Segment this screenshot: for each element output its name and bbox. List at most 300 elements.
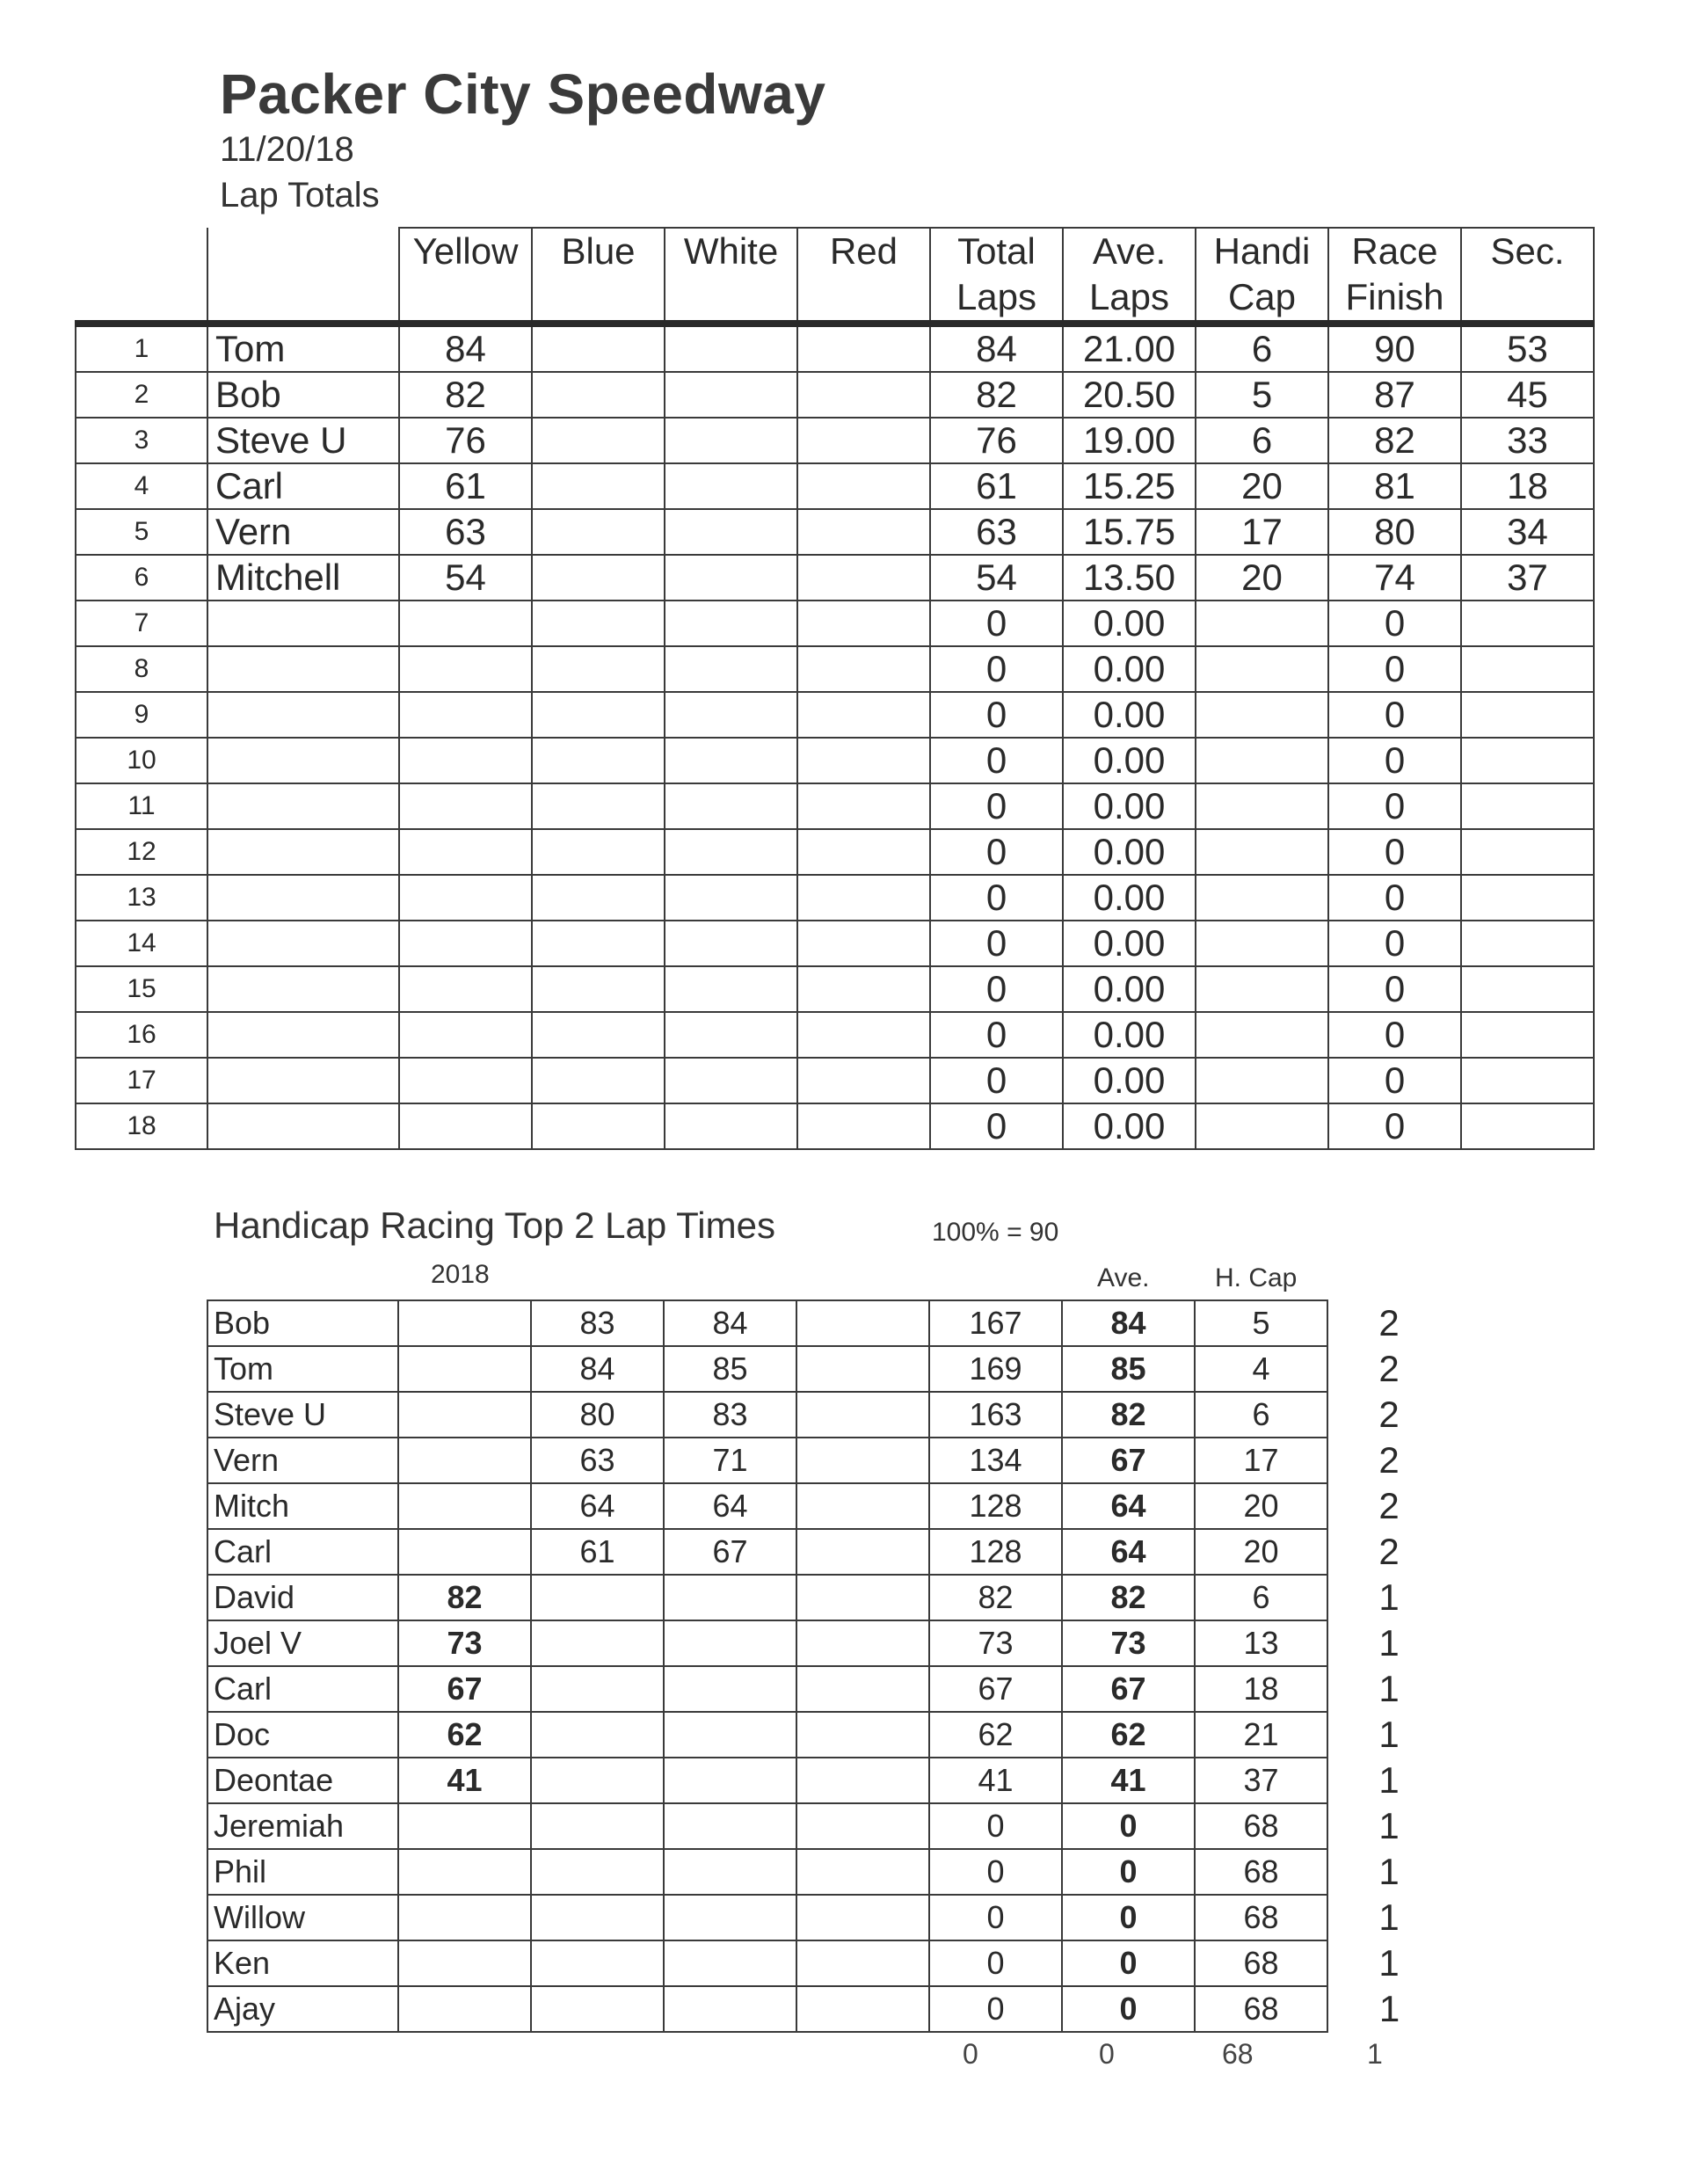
cell-handicap <box>1196 966 1328 1012</box>
cell-yellow <box>399 1012 532 1058</box>
cell-white <box>665 1012 797 1058</box>
cell-total: 73 <box>929 1620 1062 1666</box>
cell-name: Phil <box>207 1849 398 1895</box>
cell-lap2: 85 <box>664 1346 796 1392</box>
handicap-title: Handicap Racing Top 2 Lap Times <box>214 1205 775 1246</box>
cell-hcap: 21 <box>1195 1712 1327 1758</box>
cell-sec: 34 <box>1461 509 1594 555</box>
cell-blue <box>532 921 665 966</box>
cell-total: 63 <box>930 509 1063 555</box>
cell-name: Bob <box>207 372 399 418</box>
cell-handicap <box>1196 829 1328 875</box>
table-row <box>76 1058 1594 1103</box>
cell-hcap: 17 <box>1195 1438 1327 1483</box>
cell-blue <box>532 966 665 1012</box>
cell-blank <box>796 1712 929 1758</box>
cell-yellow: 54 <box>399 555 532 601</box>
cell-count: 1 <box>1378 1896 1400 1938</box>
table-row <box>76 738 1594 783</box>
cell-handicap: 5 <box>1196 372 1328 418</box>
col-header-2018: 2018 <box>431 1260 490 1289</box>
cell-lap1: 64 <box>531 1483 664 1529</box>
table-row <box>207 1392 1451 1438</box>
cell-count: 2 <box>1378 1439 1400 1481</box>
cell-hcap: 68 <box>1195 1940 1327 1986</box>
cell-sec <box>1461 1058 1594 1103</box>
cell-ave: 0.00 <box>1063 1058 1196 1103</box>
cell-ave: 0 <box>1062 1849 1195 1895</box>
cell-ave: 41 <box>1062 1758 1195 1803</box>
cell-lap1 <box>531 1940 664 1986</box>
col-header-blue: Blue <box>532 228 665 324</box>
cell-red <box>797 829 930 875</box>
cell-yellow <box>399 601 532 646</box>
cell-name: Steve U <box>207 1392 398 1438</box>
cell-blank <box>796 1895 929 1940</box>
cell-blue <box>532 738 665 783</box>
cell-name <box>207 738 399 783</box>
section-subtitle: Lap Totals <box>220 176 380 215</box>
cell-yellow: 82 <box>399 372 532 418</box>
cell-total: 0 <box>930 921 1063 966</box>
cell-sec <box>1461 646 1594 692</box>
table-row <box>76 601 1594 646</box>
cell-white <box>665 692 797 738</box>
cell-yellow: 63 <box>399 509 532 555</box>
cell-name: Joel V <box>207 1620 398 1666</box>
cell-red <box>797 372 930 418</box>
cell-blue <box>532 418 665 463</box>
cell-ave: 0.00 <box>1063 875 1196 921</box>
cell-count: 2 <box>1378 1348 1400 1389</box>
cell-total: 169 <box>929 1346 1062 1392</box>
cell-white <box>665 875 797 921</box>
table-row <box>207 1483 1451 1529</box>
cell-yellow: 61 <box>399 463 532 509</box>
cell-ave: 19.00 <box>1063 418 1196 463</box>
cell-total: 0 <box>930 783 1063 829</box>
col-header-ave-laps: Ave. Laps <box>1063 228 1196 324</box>
cell-hcap: 6 <box>1195 1392 1327 1438</box>
cell-count: 1 <box>1378 1668 1400 1709</box>
cell-blue <box>532 1058 665 1103</box>
cell-white <box>665 509 797 555</box>
cell-handicap <box>1196 1103 1328 1149</box>
cell-name: Mitchell <box>207 555 399 601</box>
cell-name <box>207 783 399 829</box>
cell-count: 1 <box>1378 1942 1400 1984</box>
cell-y2018: 67 <box>398 1666 531 1712</box>
table-row <box>207 1438 1451 1483</box>
cell-sec <box>1461 692 1594 738</box>
cell-total: 0 <box>930 738 1063 783</box>
cell-num: 16 <box>76 1012 207 1058</box>
cell-finish: 81 <box>1328 463 1461 509</box>
cell-blue <box>532 372 665 418</box>
cell-total: 163 <box>929 1392 1062 1438</box>
cell-red <box>797 509 930 555</box>
cell-num: 12 <box>76 829 207 875</box>
cell-finish: 0 <box>1328 921 1461 966</box>
cell-ave: 0.00 <box>1063 966 1196 1012</box>
cell-num: 5 <box>76 509 207 555</box>
cell-ave: 84 <box>1062 1300 1195 1346</box>
table-row <box>76 418 1594 463</box>
cell-lap1 <box>531 1758 664 1803</box>
cell-ave: 0.00 <box>1063 692 1196 738</box>
cell-handicap: 20 <box>1196 463 1328 509</box>
cell-white <box>665 646 797 692</box>
cell-name: Willow <box>207 1895 398 1940</box>
cell-total: 0 <box>929 1803 1062 1849</box>
cell-lap1 <box>531 1575 664 1620</box>
cell-y2018 <box>398 1392 531 1438</box>
table-row <box>76 875 1594 921</box>
cell-yellow <box>399 783 532 829</box>
cell-red <box>797 738 930 783</box>
cell-name: Tom <box>207 324 399 372</box>
cell-finish: 0 <box>1328 1058 1461 1103</box>
cell-finish: 0 <box>1328 875 1461 921</box>
cell-lap1 <box>531 1803 664 1849</box>
cell-sec <box>1461 1103 1594 1149</box>
col-header-handicap: Handi Cap <box>1196 228 1328 324</box>
cell-blue <box>532 601 665 646</box>
cell-y2018: 62 <box>398 1712 531 1758</box>
cell-count: 1 <box>1378 1805 1400 1846</box>
cell-ave: 20.50 <box>1063 372 1196 418</box>
cell-num: 10 <box>76 738 207 783</box>
cell-lap1: 84 <box>531 1346 664 1392</box>
cell-white <box>665 921 797 966</box>
cell-y2018 <box>398 1438 531 1483</box>
cell-ave: 0 <box>1062 1895 1195 1940</box>
cell-lap2: 64 <box>664 1483 796 1529</box>
cell-yellow <box>399 1103 532 1149</box>
cell-finish: 0 <box>1328 1103 1461 1149</box>
col-header-hcap: H. Cap <box>1215 1263 1298 1292</box>
cell-total: 0 <box>929 1986 1062 2032</box>
cell-blue <box>532 1103 665 1149</box>
partial-hcap: 68 <box>1222 2038 1254 2070</box>
cell-handicap <box>1196 738 1328 783</box>
cell-total: 61 <box>930 463 1063 509</box>
cell-total: 67 <box>929 1666 1062 1712</box>
cell-ave: 73 <box>1062 1620 1195 1666</box>
cell-num: 8 <box>76 646 207 692</box>
cell-ave: 15.75 <box>1063 509 1196 555</box>
event-date: 11/20/18 <box>220 130 354 169</box>
cell-blank <box>796 1666 929 1712</box>
cell-blank <box>796 1986 929 2032</box>
cell-lap2: 83 <box>664 1392 796 1438</box>
cell-lap1 <box>531 1895 664 1940</box>
col-header-ave: Ave. <box>1097 1263 1150 1292</box>
cell-ave: 0 <box>1062 1940 1195 1986</box>
cell-finish: 0 <box>1328 601 1461 646</box>
cell-total: 128 <box>929 1483 1062 1529</box>
cell-blue <box>532 783 665 829</box>
cell-y2018 <box>398 1849 531 1895</box>
cell-blue <box>532 555 665 601</box>
cell-ave: 0.00 <box>1063 1103 1196 1149</box>
cell-hcap: 68 <box>1195 1849 1327 1895</box>
cell-red <box>797 1103 930 1149</box>
header-blank <box>207 228 399 324</box>
table-row <box>207 1986 1451 2032</box>
cell-lap1: 83 <box>531 1300 664 1346</box>
table-row <box>207 1620 1451 1666</box>
cell-red <box>797 418 930 463</box>
cell-ave: 82 <box>1062 1575 1195 1620</box>
cell-total: 0 <box>930 1103 1063 1149</box>
cell-total: 134 <box>929 1438 1062 1483</box>
cell-white <box>665 738 797 783</box>
cell-lap2 <box>664 1758 796 1803</box>
cell-red <box>797 463 930 509</box>
cell-finish: 74 <box>1328 555 1461 601</box>
cell-lap2 <box>664 1712 796 1758</box>
cell-ave: 0.00 <box>1063 738 1196 783</box>
page-title: Packer City Speedway <box>220 62 826 126</box>
cell-blank <box>796 1529 929 1575</box>
cell-count: 2 <box>1378 1485 1400 1526</box>
cell-lap1: 61 <box>531 1529 664 1575</box>
cell-num: 6 <box>76 555 207 601</box>
cell-hcap: 4 <box>1195 1346 1327 1392</box>
cell-blank <box>796 1803 929 1849</box>
cell-name: Mitch <box>207 1483 398 1529</box>
cell-total: 82 <box>929 1575 1062 1620</box>
cell-name <box>207 829 399 875</box>
cell-sec <box>1461 875 1594 921</box>
table-row <box>207 1575 1451 1620</box>
cell-total: 62 <box>929 1712 1062 1758</box>
cell-lap2 <box>664 1620 796 1666</box>
cell-name: Carl <box>207 463 399 509</box>
cell-name: Ajay <box>207 1986 398 2032</box>
cell-ave: 0.00 <box>1063 601 1196 646</box>
cell-red <box>797 1012 930 1058</box>
cell-y2018 <box>398 1895 531 1940</box>
cell-name: Steve U <box>207 418 399 463</box>
cell-count: 2 <box>1378 1531 1400 1572</box>
cell-name: Vern <box>207 509 399 555</box>
cell-name <box>207 1103 399 1149</box>
handicap-note: 100% = 90 <box>932 1218 1059 1247</box>
cell-sec: 53 <box>1461 324 1594 372</box>
cell-hcap: 20 <box>1195 1529 1327 1575</box>
cell-ave: 82 <box>1062 1392 1195 1438</box>
cell-name <box>207 875 399 921</box>
cell-white <box>665 1058 797 1103</box>
cell-total: 0 <box>929 1895 1062 1940</box>
cell-red <box>797 324 930 372</box>
table-row <box>207 1895 1451 1940</box>
cell-finish: 0 <box>1328 692 1461 738</box>
cell-blue <box>532 463 665 509</box>
cell-red <box>797 921 930 966</box>
cell-total: 41 <box>929 1758 1062 1803</box>
cell-y2018 <box>398 1483 531 1529</box>
cell-finish: 0 <box>1328 783 1461 829</box>
cell-ave: 0 <box>1062 1986 1195 2032</box>
cell-lap2 <box>664 1803 796 1849</box>
cell-num: 11 <box>76 783 207 829</box>
cell-blue <box>532 324 665 372</box>
cell-white <box>665 372 797 418</box>
cell-total: 167 <box>929 1300 1062 1346</box>
cell-red <box>797 601 930 646</box>
cell-white <box>665 601 797 646</box>
cell-sec <box>1461 601 1594 646</box>
cell-blue <box>532 692 665 738</box>
cell-blue <box>532 509 665 555</box>
cell-handicap <box>1196 646 1328 692</box>
cell-red <box>797 783 930 829</box>
cell-yellow <box>399 921 532 966</box>
cell-name: Carl <box>207 1529 398 1575</box>
cell-total: 82 <box>930 372 1063 418</box>
cell-blank <box>796 1300 929 1346</box>
cell-blank <box>796 1940 929 1986</box>
cell-ave: 64 <box>1062 1483 1195 1529</box>
cell-red <box>797 1058 930 1103</box>
table-row <box>207 1300 1451 1346</box>
cell-name <box>207 692 399 738</box>
cell-ave: 15.25 <box>1063 463 1196 509</box>
cell-y2018 <box>398 1300 531 1346</box>
table-row <box>76 966 1594 1012</box>
cell-hcap: 20 <box>1195 1483 1327 1529</box>
cell-num: 14 <box>76 921 207 966</box>
cell-num: 4 <box>76 463 207 509</box>
cell-ave: 13.50 <box>1063 555 1196 601</box>
cell-handicap: 6 <box>1196 418 1328 463</box>
cell-blank <box>796 1620 929 1666</box>
cell-blue <box>532 1012 665 1058</box>
table-row <box>207 1346 1451 1392</box>
cell-handicap: 6 <box>1196 324 1328 372</box>
cell-handicap: 20 <box>1196 555 1328 601</box>
cell-total: 0 <box>929 1849 1062 1895</box>
cell-total: 0 <box>930 1012 1063 1058</box>
cell-y2018 <box>398 1986 531 2032</box>
cell-lap2: 71 <box>664 1438 796 1483</box>
cell-name <box>207 1012 399 1058</box>
cell-num: 7 <box>76 601 207 646</box>
cell-num: 15 <box>76 966 207 1012</box>
cell-yellow <box>399 738 532 783</box>
cell-handicap <box>1196 1058 1328 1103</box>
cell-handicap <box>1196 783 1328 829</box>
cell-white <box>665 966 797 1012</box>
table-row <box>76 921 1594 966</box>
cell-hcap: 18 <box>1195 1666 1327 1712</box>
cell-num: 1 <box>76 324 207 372</box>
cell-total: 128 <box>929 1529 1062 1575</box>
cell-name <box>207 646 399 692</box>
table-row <box>207 1712 1451 1758</box>
cell-num: 17 <box>76 1058 207 1103</box>
cell-red <box>797 646 930 692</box>
cell-hcap: 5 <box>1195 1300 1327 1346</box>
cell-name: Bob <box>207 1300 398 1346</box>
cell-finish: 0 <box>1328 1012 1461 1058</box>
col-header-total-laps: Total Laps <box>930 228 1063 324</box>
cell-lap2 <box>664 1575 796 1620</box>
cell-y2018 <box>398 1940 531 1986</box>
cell-blank <box>796 1849 929 1895</box>
cell-lap2 <box>664 1986 796 2032</box>
cell-name <box>207 966 399 1012</box>
cell-lap1 <box>531 1849 664 1895</box>
cell-lap2 <box>664 1666 796 1712</box>
table-row <box>76 463 1594 509</box>
cell-ave: 85 <box>1062 1346 1195 1392</box>
header-blank <box>76 228 207 324</box>
cell-sec: 33 <box>1461 418 1594 463</box>
cell-yellow <box>399 966 532 1012</box>
cell-sec <box>1461 783 1594 829</box>
cell-finish: 87 <box>1328 372 1461 418</box>
lap-totals-table <box>75 227 1595 1150</box>
table-row <box>76 783 1594 829</box>
cell-hcap: 68 <box>1195 1986 1327 2032</box>
cell-hcap: 68 <box>1195 1895 1327 1940</box>
handicap-table <box>207 1299 1451 2033</box>
cell-blank <box>796 1483 929 1529</box>
col-header-race-finish: Race Finish <box>1328 228 1461 324</box>
cell-handicap: 17 <box>1196 509 1328 555</box>
cell-total: 84 <box>930 324 1063 372</box>
cell-yellow <box>399 829 532 875</box>
cell-y2018 <box>398 1803 531 1849</box>
cell-name: Tom <box>207 1346 398 1392</box>
cell-total: 0 <box>930 829 1063 875</box>
partial-total: 0 <box>963 2038 978 2070</box>
cell-total: 54 <box>930 555 1063 601</box>
cell-ave: 0.00 <box>1063 829 1196 875</box>
cell-name <box>207 1058 399 1103</box>
cell-count: 1 <box>1378 1714 1400 1755</box>
cell-sec <box>1461 738 1594 783</box>
cell-name: Jeremiah <box>207 1803 398 1849</box>
cell-name <box>207 601 399 646</box>
cell-total: 0 <box>930 601 1063 646</box>
cell-ave: 21.00 <box>1063 324 1196 372</box>
cell-name <box>207 921 399 966</box>
cell-num: 3 <box>76 418 207 463</box>
cell-y2018: 73 <box>398 1620 531 1666</box>
cell-ave: 67 <box>1062 1438 1195 1483</box>
table-row <box>207 1940 1451 1986</box>
cell-lap2: 67 <box>664 1529 796 1575</box>
partial-count: 1 <box>1367 2038 1383 2070</box>
cell-count: 1 <box>1378 1576 1400 1618</box>
cell-ave: 62 <box>1062 1712 1195 1758</box>
table-row <box>76 509 1594 555</box>
cell-red <box>797 875 930 921</box>
table-row <box>76 555 1594 601</box>
cell-total: 76 <box>930 418 1063 463</box>
cell-blue <box>532 829 665 875</box>
partial-row <box>207 2038 1383 2073</box>
cell-y2018 <box>398 1346 531 1392</box>
cell-ave: 0 <box>1062 1803 1195 1849</box>
cell-lap2 <box>664 1940 796 1986</box>
cell-name: Ken <box>207 1940 398 1986</box>
